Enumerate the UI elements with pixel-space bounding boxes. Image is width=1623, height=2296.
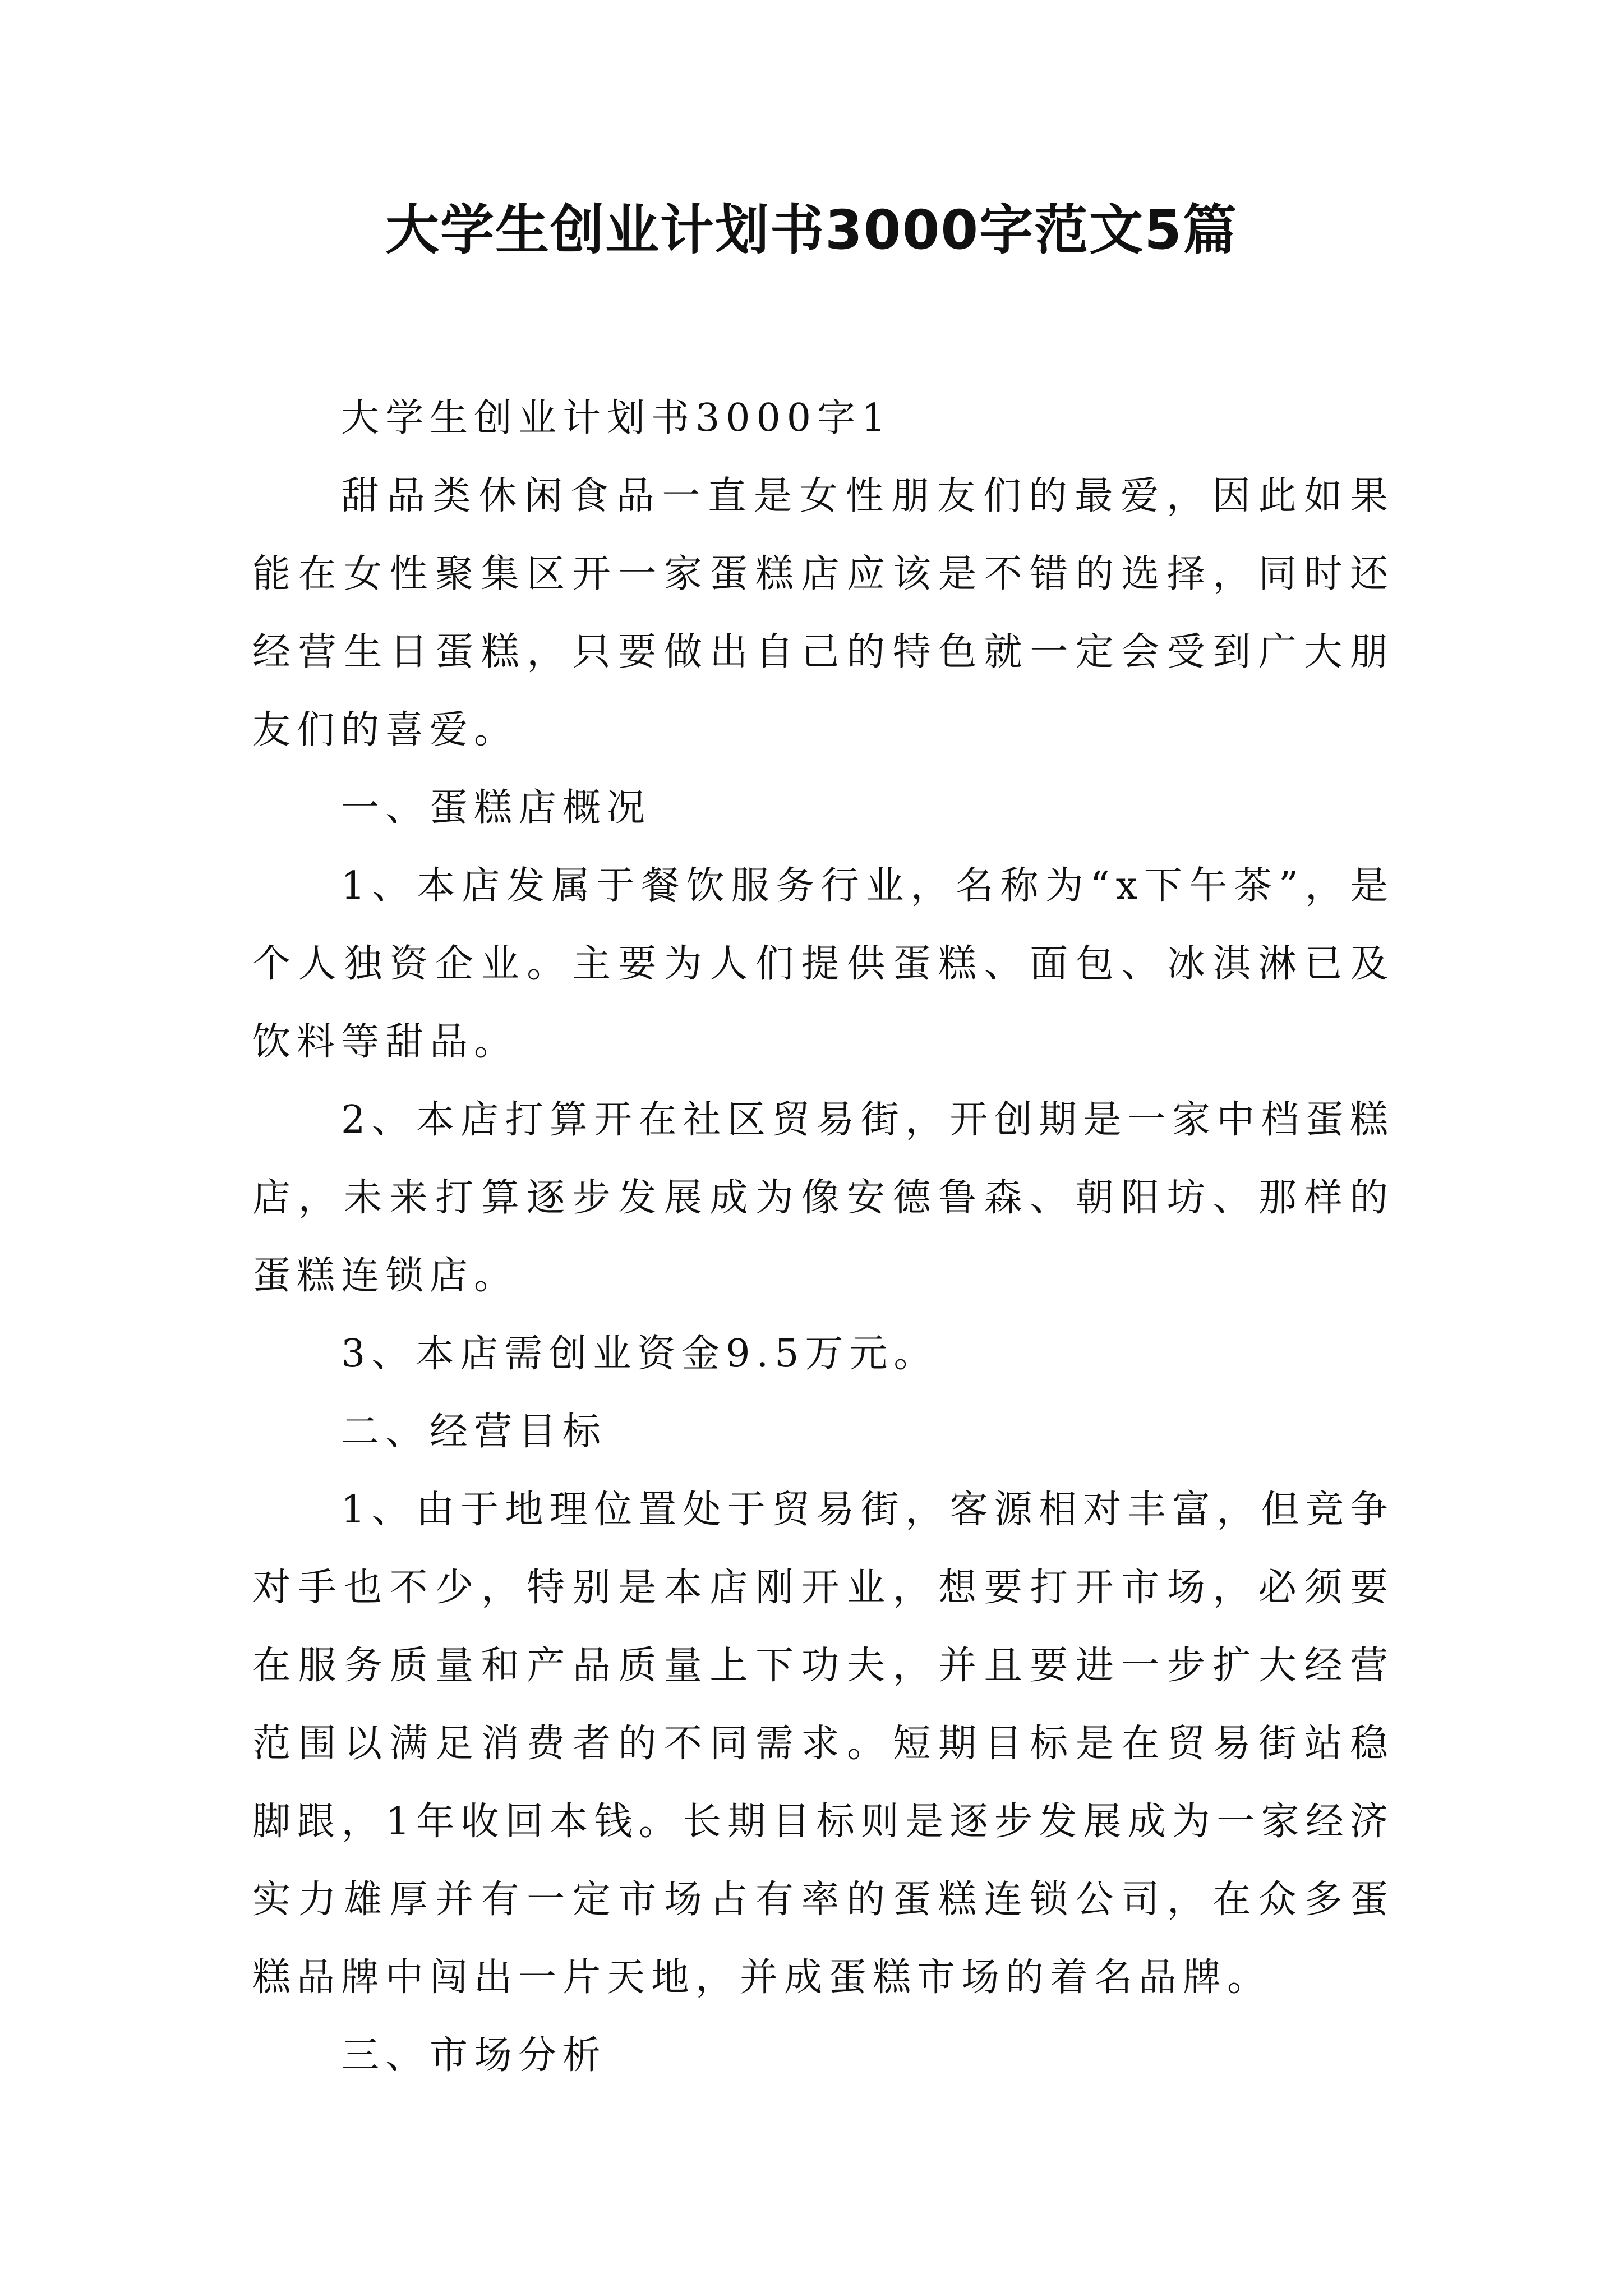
document-title: 大学生创业计划书3000字范文5篇 [385,199,1238,261]
document-body [252,379,1394,2095]
paragraph: 甜品类休闲食品一直是女性朋友们的最爱，因此如果能在女性聚集区开一家蛋糕店应该是不错的选择，同时还经营生日蛋糕，只要做出自己的特色就一定会受到广大朋友们的喜爱。 [252,474,1394,752]
section-heading: 大学生创业计划书3000字1 [341,396,892,440]
paragraph: 2、本店打算开在社区贸易街，开创期是一家中档蛋糕店，未来打算逐步发展成为像安德鲁森、朝阳坊、那样的蛋糕连锁店。 [252,1098,1394,1298]
section-heading: 三、市场分析 [341,2033,607,2078]
section-heading: 二、经营目标 [341,1410,607,1454]
paragraph: 3、本店需创业资金9.5万元。 [341,1332,938,1376]
section-heading: 一、蛋糕店概况 [341,786,652,830]
paragraph: 1、本店发属于餐饮服务行业，名称为“x下午茶”，是个人独资企业。主要为人们提供蛋糕、面包、冰淇淋已及饮料等甜品。 [252,864,1394,1064]
paragraph: 1、由于地理位置处于贸易街，客源相对丰富，但竞争对手也不少，特别是本店刚开业，想要打开市场，必须要在服务质量和产品质量上下功夫，并且要进一步扩大经营范围以满足消费者的不同需求。短期目标是在贸易街站稳脚跟，1年收回本钱。长期目标则是逐步发展成为一家经济实力雄厚并有一定市场占有率的蛋糕连锁公司，在众多蛋糕品牌中闯出一片天地，并成蛋糕市场的着名品牌。 [252,1488,1394,2000]
